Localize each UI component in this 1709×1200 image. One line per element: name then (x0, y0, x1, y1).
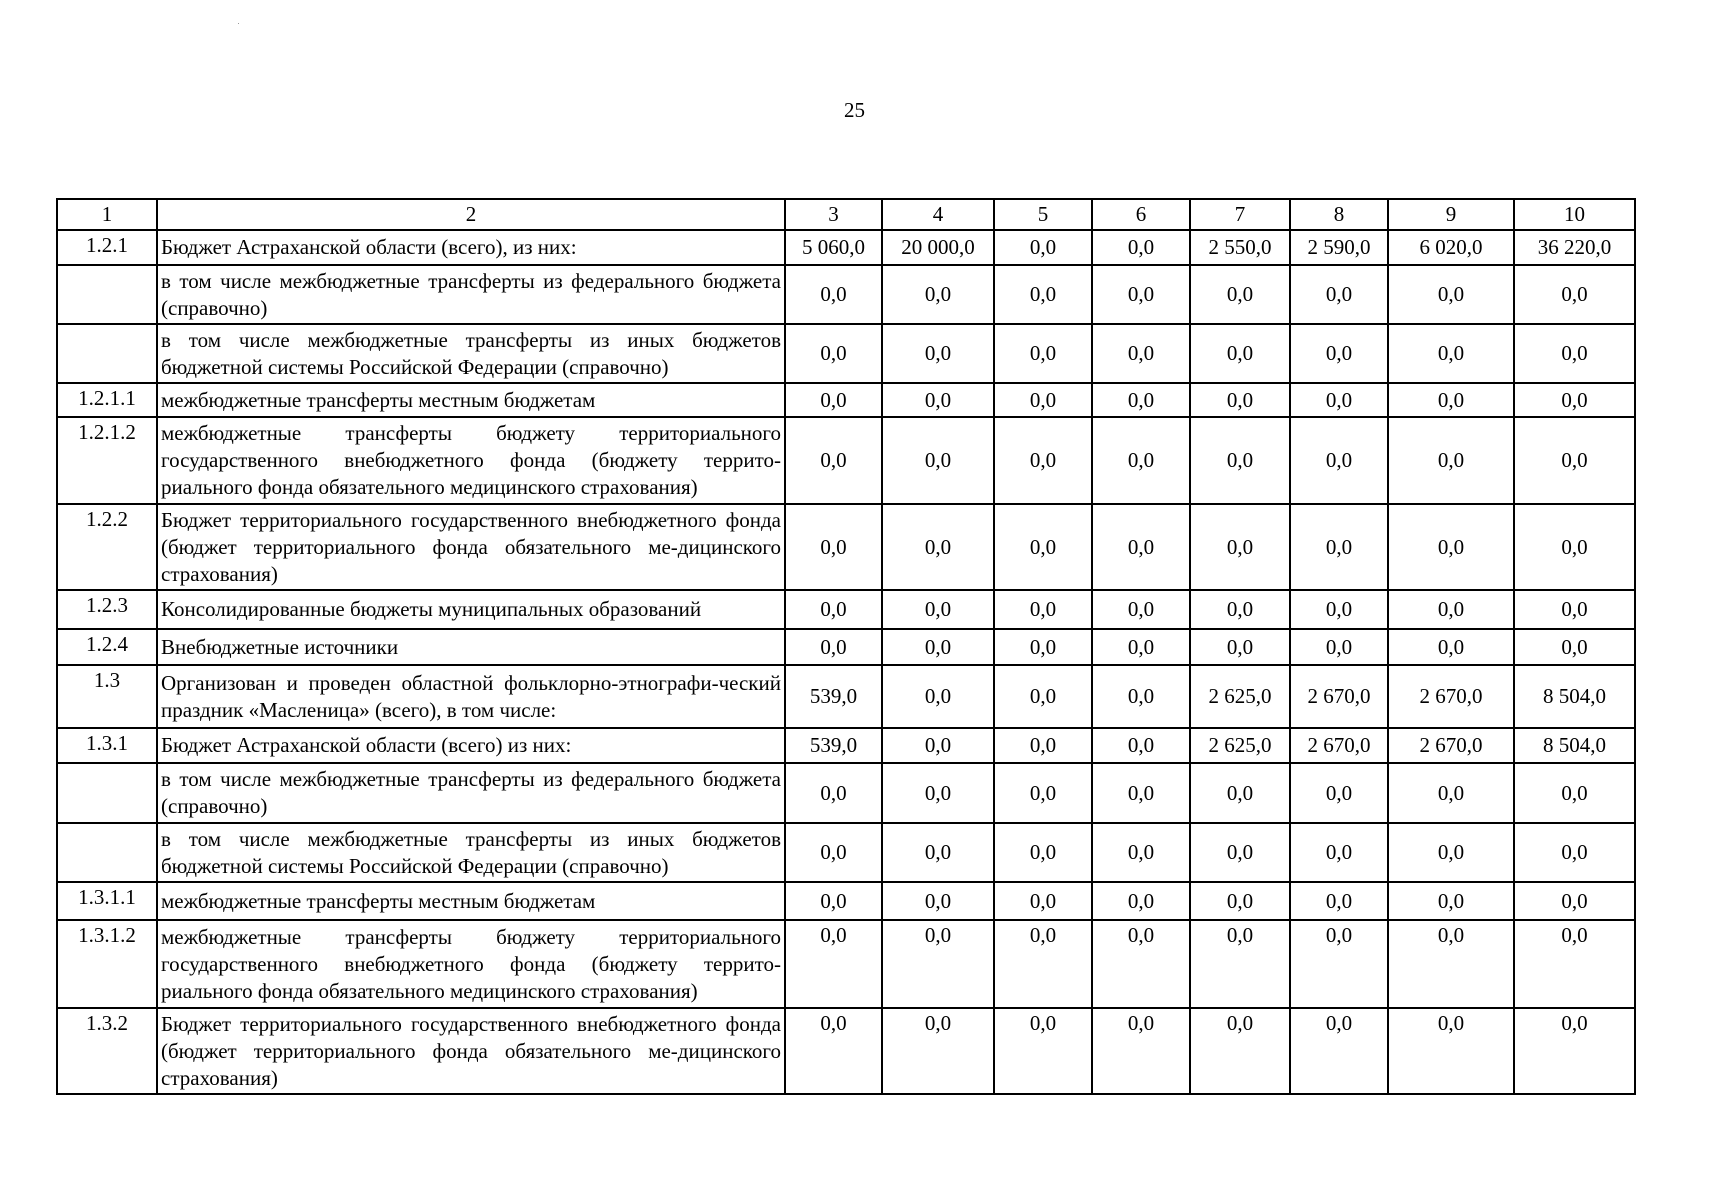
row-code: 1.3.2 (57, 1008, 157, 1094)
table-row (57, 265, 1635, 324)
value-cell-col-9: 0,0 (1388, 920, 1514, 1008)
value-cell-col-7: 0,0 (1190, 882, 1290, 920)
value-cell-col-8: 0,0 (1290, 1008, 1388, 1094)
value-cell-col-5: 0,0 (994, 629, 1092, 665)
value-cell-col-8: 0,0 (1290, 823, 1388, 882)
value-cell-col-7: 0,0 (1190, 324, 1290, 383)
row-code: 1.2.3 (57, 590, 157, 629)
value-cell-col-8: 2 670,0 (1290, 665, 1388, 728)
table-row (57, 504, 1635, 590)
value-cell-col-9: 0,0 (1388, 590, 1514, 629)
value-cell-col-6: 0,0 (1092, 665, 1190, 728)
row-description: межбюджетные трансферты местным бюджетам (157, 882, 785, 920)
value-cell-col-8: 2 670,0 (1290, 728, 1388, 763)
value-cell-col-9: 0,0 (1388, 383, 1514, 417)
value-cell-col-4: 0,0 (882, 590, 994, 629)
value-cell-col-8: 0,0 (1290, 324, 1388, 383)
header-row (57, 199, 1635, 230)
table-row (57, 230, 1635, 265)
value-cell-col-4: 0,0 (882, 728, 994, 763)
table-row (57, 629, 1635, 665)
budget-table (56, 198, 1636, 1095)
row-description: в том числе межбюджетные трансферты из иных бюджетов бюджетной системы Российской Федерации (справочно) (157, 823, 785, 882)
value-cell-col-3: 0,0 (785, 265, 882, 324)
value-cell-col-6: 0,0 (1092, 629, 1190, 665)
value-cell-col-9: 0,0 (1388, 265, 1514, 324)
value-cell-col-10: 0,0 (1514, 823, 1635, 882)
row-description: межбюджетные трансферты бюджету территориального государственного внебюджетного фонда (бюджету террито-риального фонда обязательного медицинского страхования) (157, 417, 785, 504)
value-cell-col-5: 0,0 (994, 590, 1092, 629)
value-cell-col-3: 0,0 (785, 504, 882, 590)
value-cell-col-7: 0,0 (1190, 417, 1290, 504)
row-code: 1.3.1.1 (57, 882, 157, 920)
value-cell-col-6: 0,0 (1092, 383, 1190, 417)
table-row (57, 920, 1635, 1008)
value-cell-col-5: 0,0 (994, 417, 1092, 504)
value-cell-col-3: 0,0 (785, 882, 882, 920)
value-cell-col-3: 0,0 (785, 590, 882, 629)
value-cell-col-3: 539,0 (785, 728, 882, 763)
value-cell-col-3: 0,0 (785, 324, 882, 383)
value-cell-col-5: 0,0 (994, 504, 1092, 590)
header-cell: 10 (1514, 199, 1635, 230)
value-cell-col-4: 0,0 (882, 417, 994, 504)
value-cell-col-7: 2 625,0 (1190, 728, 1290, 763)
row-code: 1.2.4 (57, 629, 157, 665)
value-cell-col-9: 0,0 (1388, 324, 1514, 383)
value-cell-col-9: 0,0 (1388, 823, 1514, 882)
row-description: Бюджет территориального государственного внебюджетного фонда (бюджет территориального фонда обязательного ме-дицинского страхования) (157, 1008, 785, 1094)
value-cell-col-4: 0,0 (882, 504, 994, 590)
row-code: 1.3.1.2 (57, 920, 157, 1008)
value-cell-col-6: 0,0 (1092, 504, 1190, 590)
value-cell-col-8: 2 590,0 (1290, 230, 1388, 265)
value-cell-col-5: 0,0 (994, 920, 1092, 1008)
value-cell-col-10: 0,0 (1514, 417, 1635, 504)
value-cell-col-7: 0,0 (1190, 629, 1290, 665)
value-cell-col-3: 0,0 (785, 823, 882, 882)
value-cell-col-7: 2 625,0 (1190, 665, 1290, 728)
header-cell: 2 (157, 199, 785, 230)
header-cell: 6 (1092, 199, 1190, 230)
value-cell-col-4: 0,0 (882, 920, 994, 1008)
value-cell-col-4: 0,0 (882, 265, 994, 324)
value-cell-col-6: 0,0 (1092, 230, 1190, 265)
value-cell-col-8: 0,0 (1290, 763, 1388, 823)
value-cell-col-6: 0,0 (1092, 728, 1190, 763)
row-code (57, 763, 157, 823)
row-code: 1.3 (57, 665, 157, 728)
value-cell-col-4: 0,0 (882, 882, 994, 920)
value-cell-col-6: 0,0 (1092, 920, 1190, 1008)
header-cell: 5 (994, 199, 1092, 230)
table-row (57, 324, 1635, 383)
scan-speck (238, 23, 239, 24)
table-row (57, 728, 1635, 763)
value-cell-col-10: 0,0 (1514, 590, 1635, 629)
value-cell-col-10: 36 220,0 (1514, 230, 1635, 265)
value-cell-col-5: 0,0 (994, 823, 1092, 882)
value-cell-col-8: 0,0 (1290, 882, 1388, 920)
table-row (57, 590, 1635, 629)
value-cell-col-9: 2 670,0 (1388, 665, 1514, 728)
value-cell-col-10: 0,0 (1514, 882, 1635, 920)
value-cell-col-7: 0,0 (1190, 383, 1290, 417)
value-cell-col-8: 0,0 (1290, 383, 1388, 417)
row-description: межбюджетные трансферты бюджету территориального государственного внебюджетного фонда (бюджету террито-риального фонда обязательного медицинского страхования) (157, 920, 785, 1008)
value-cell-col-9: 0,0 (1388, 629, 1514, 665)
value-cell-col-5: 0,0 (994, 383, 1092, 417)
value-cell-col-10: 0,0 (1514, 763, 1635, 823)
row-description: Бюджет Астраханской области (всего) из них: (157, 728, 785, 763)
value-cell-col-6: 0,0 (1092, 763, 1190, 823)
row-code (57, 324, 157, 383)
value-cell-col-7: 2 550,0 (1190, 230, 1290, 265)
row-description: Бюджет территориального государственного внебюджетного фонда (бюджет территориального фонда обязательного ме-дицинского страхования) (157, 504, 785, 590)
value-cell-col-5: 0,0 (994, 763, 1092, 823)
value-cell-col-5: 0,0 (994, 882, 1092, 920)
value-cell-col-4: 0,0 (882, 763, 994, 823)
value-cell-col-4: 0,0 (882, 823, 994, 882)
table-row (57, 417, 1635, 504)
row-code: 1.2.1 (57, 230, 157, 265)
value-cell-col-4: 0,0 (882, 324, 994, 383)
value-cell-col-3: 539,0 (785, 665, 882, 728)
value-cell-col-7: 0,0 (1190, 1008, 1290, 1094)
row-code: 1.2.2 (57, 504, 157, 590)
value-cell-col-8: 0,0 (1290, 590, 1388, 629)
table-row (57, 665, 1635, 728)
value-cell-col-8: 0,0 (1290, 920, 1388, 1008)
value-cell-col-8: 0,0 (1290, 629, 1388, 665)
row-description: Бюджет Астраханской области (всего), из них: (157, 230, 785, 265)
value-cell-col-4: 0,0 (882, 665, 994, 728)
row-description: в том числе межбюджетные трансферты из иных бюджетов бюджетной системы Российской Федерации (справочно) (157, 324, 785, 383)
table-row (57, 763, 1635, 823)
value-cell-col-3: 0,0 (785, 629, 882, 665)
value-cell-col-9: 0,0 (1388, 882, 1514, 920)
header-cell: 8 (1290, 199, 1388, 230)
row-code: 1.2.1.2 (57, 417, 157, 504)
value-cell-col-3: 0,0 (785, 1008, 882, 1094)
value-cell-col-5: 0,0 (994, 324, 1092, 383)
value-cell-col-10: 0,0 (1514, 920, 1635, 1008)
value-cell-col-8: 0,0 (1290, 417, 1388, 504)
value-cell-col-7: 0,0 (1190, 763, 1290, 823)
value-cell-col-5: 0,0 (994, 265, 1092, 324)
value-cell-col-6: 0,0 (1092, 265, 1190, 324)
value-cell-col-10: 8 504,0 (1514, 728, 1635, 763)
header-cell: 7 (1190, 199, 1290, 230)
table-row (57, 882, 1635, 920)
row-description: в том числе межбюджетные трансферты из федерального бюджета (справочно) (157, 763, 785, 823)
value-cell-col-7: 0,0 (1190, 590, 1290, 629)
value-cell-col-5: 0,0 (994, 230, 1092, 265)
value-cell-col-10: 0,0 (1514, 1008, 1635, 1094)
value-cell-col-10: 8 504,0 (1514, 665, 1635, 728)
value-cell-col-6: 0,0 (1092, 882, 1190, 920)
row-description: Внебюджетные источники (157, 629, 785, 665)
value-cell-col-7: 0,0 (1190, 265, 1290, 324)
row-description: в том числе межбюджетные трансферты из федерального бюджета (справочно) (157, 265, 785, 324)
table-body (57, 199, 1635, 1094)
value-cell-col-6: 0,0 (1092, 417, 1190, 504)
row-description: межбюджетные трансферты местным бюджетам (157, 383, 785, 417)
page-number: 25 (844, 98, 865, 122)
table-row (57, 1008, 1635, 1094)
value-cell-col-3: 0,0 (785, 383, 882, 417)
row-description: Консолидированные бюджеты муниципальных образований (157, 590, 785, 629)
value-cell-col-3: 0,0 (785, 417, 882, 504)
table-row (57, 383, 1635, 417)
value-cell-col-10: 0,0 (1514, 383, 1635, 417)
value-cell-col-10: 0,0 (1514, 265, 1635, 324)
row-code: 1.2.1.1 (57, 383, 157, 417)
value-cell-col-6: 0,0 (1092, 590, 1190, 629)
value-cell-col-4: 0,0 (882, 1008, 994, 1094)
value-cell-col-10: 0,0 (1514, 324, 1635, 383)
value-cell-col-9: 2 670,0 (1388, 728, 1514, 763)
value-cell-col-4: 0,0 (882, 629, 994, 665)
value-cell-col-9: 0,0 (1388, 1008, 1514, 1094)
header-cell: 3 (785, 199, 882, 230)
value-cell-col-8: 0,0 (1290, 504, 1388, 590)
value-cell-col-3: 0,0 (785, 920, 882, 1008)
value-cell-col-5: 0,0 (994, 1008, 1092, 1094)
header-cell: 4 (882, 199, 994, 230)
value-cell-col-3: 0,0 (785, 763, 882, 823)
value-cell-col-6: 0,0 (1092, 324, 1190, 383)
value-cell-col-10: 0,0 (1514, 629, 1635, 665)
value-cell-col-9: 0,0 (1388, 417, 1514, 504)
value-cell-col-7: 0,0 (1190, 920, 1290, 1008)
value-cell-col-6: 0,0 (1092, 823, 1190, 882)
value-cell-col-5: 0,0 (994, 728, 1092, 763)
value-cell-col-9: 0,0 (1388, 504, 1514, 590)
value-cell-col-8: 0,0 (1290, 265, 1388, 324)
value-cell-col-7: 0,0 (1190, 823, 1290, 882)
value-cell-col-4: 20 000,0 (882, 230, 994, 265)
row-description: Организован и проведен областной фольклорно-этнографи-ческий праздник «Масленица» (всего), в том числе: (157, 665, 785, 728)
row-code (57, 265, 157, 324)
header-cell: 1 (57, 199, 157, 230)
row-code (57, 823, 157, 882)
value-cell-col-5: 0,0 (994, 665, 1092, 728)
value-cell-col-9: 6 020,0 (1388, 230, 1514, 265)
value-cell-col-7: 0,0 (1190, 504, 1290, 590)
value-cell-col-3: 5 060,0 (785, 230, 882, 265)
value-cell-col-10: 0,0 (1514, 504, 1635, 590)
value-cell-col-4: 0,0 (882, 383, 994, 417)
value-cell-col-6: 0,0 (1092, 1008, 1190, 1094)
header-cell: 9 (1388, 199, 1514, 230)
table-row (57, 823, 1635, 882)
row-code: 1.3.1 (57, 728, 157, 763)
value-cell-col-9: 0,0 (1388, 763, 1514, 823)
